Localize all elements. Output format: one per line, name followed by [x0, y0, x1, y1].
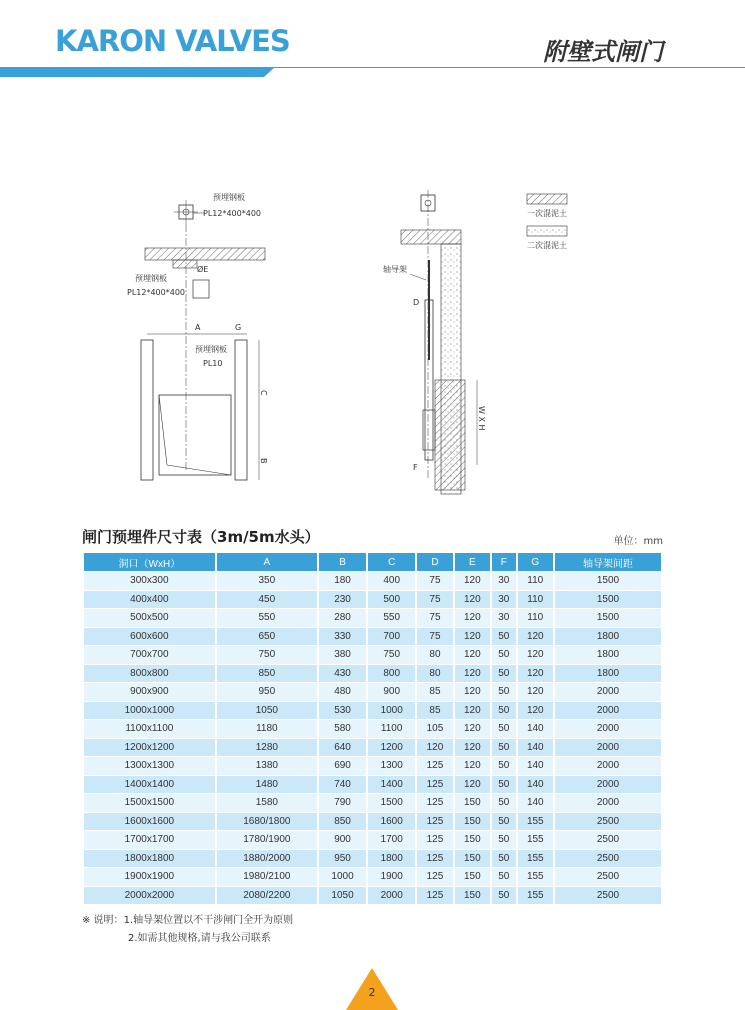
table-cell: 150: [455, 831, 490, 849]
table-cell: 140: [518, 739, 553, 757]
table-cell: 1800: [555, 646, 661, 664]
table-cell: 155: [518, 887, 553, 905]
table-cell: 155: [518, 813, 553, 831]
table-cell: 2000: [555, 683, 661, 701]
brand-logo: KARON VALVES: [55, 24, 290, 58]
label-plate-side-spec: PL10: [203, 359, 223, 368]
table-unit: 单位：mm: [613, 536, 663, 547]
table-cell: 80: [417, 646, 452, 664]
table-cell: 1000x1000: [84, 702, 215, 720]
table-cell: 120: [455, 720, 490, 738]
table-cell: 700x700: [84, 646, 215, 664]
table-cell: 150: [455, 850, 490, 868]
table-cell: 75: [417, 572, 452, 590]
table-cell: 1500: [555, 572, 661, 590]
table-row: [84, 757, 661, 775]
table-cell: 950: [319, 850, 366, 868]
gate-leaf: [159, 395, 231, 475]
col-header: C: [368, 553, 415, 571]
table-cell: 30: [492, 591, 516, 609]
table-cell: 2000: [555, 776, 661, 794]
label-plate-top-spec: PL12*400*400: [203, 209, 261, 218]
table-cell: 120: [518, 702, 553, 720]
table-row: [84, 628, 661, 646]
table-cell: 85: [417, 702, 452, 720]
table-body: [84, 572, 661, 904]
legend-second-concrete: 二次混泥土: [527, 241, 567, 250]
notes-prefix: ※ 说明：: [82, 915, 124, 926]
legend-swatch-first: [527, 194, 567, 204]
table-cell: 1800: [555, 628, 661, 646]
table-cell: 700: [368, 628, 415, 646]
table-cell: 690: [319, 757, 366, 775]
table-cell: 125: [417, 887, 452, 905]
table-cell: 1280: [217, 739, 317, 757]
table-cell: 150: [455, 794, 490, 812]
table-cell: 400: [368, 572, 415, 590]
table-cell: 2500: [555, 887, 661, 905]
table-cell: 2500: [555, 831, 661, 849]
table-cell: 1180: [217, 720, 317, 738]
table-cell: 2000x2000: [84, 887, 215, 905]
legend-swatch-second: [527, 226, 567, 236]
table-cell: 50: [492, 720, 516, 738]
table-cell: 1000: [319, 868, 366, 886]
legend-first-concrete: 一次混泥土: [527, 209, 567, 218]
table-cell: 75: [417, 609, 452, 627]
table-cell: 150: [455, 868, 490, 886]
table-cell: 50: [492, 665, 516, 683]
table-cell: 1500: [555, 609, 661, 627]
table-row: [84, 720, 661, 738]
col-header: F: [492, 553, 516, 571]
table-header: [82, 526, 663, 548]
table-cell: 790: [319, 794, 366, 812]
table-cell: 600x600: [84, 628, 215, 646]
table-row: [84, 646, 661, 664]
table-cell: 85: [417, 683, 452, 701]
table-cell: 125: [417, 776, 452, 794]
table-cell: 110: [518, 591, 553, 609]
frame-left: [141, 340, 153, 480]
table-cell: 155: [518, 850, 553, 868]
table-cell: 50: [492, 739, 516, 757]
table-cell: 500: [368, 591, 415, 609]
table-cell: 2000: [555, 757, 661, 775]
table-cell: 430: [319, 665, 366, 683]
table-cell: 1700x1700: [84, 831, 215, 849]
note-1: 1.轴导架位置以不干涉闸门全开为原则: [123, 915, 294, 926]
table-cell: 800: [368, 665, 415, 683]
col-header: 洞口（WxH）: [84, 553, 215, 571]
table-cell: 150: [455, 813, 490, 831]
table-cell: 900x900: [84, 683, 215, 701]
label-dim-d: D: [413, 298, 420, 307]
table-cell: 180: [319, 572, 366, 590]
table-cell: 350: [217, 572, 317, 590]
spec-table: [82, 552, 663, 905]
table-cell: 1000: [368, 702, 415, 720]
col-header: B: [319, 553, 366, 571]
table-cell: 1600x1600: [84, 813, 215, 831]
table-cell: 2000: [555, 794, 661, 812]
table-cell: 120: [455, 776, 490, 794]
table-cell: 50: [492, 628, 516, 646]
table-cell: 530: [319, 702, 366, 720]
table-cell: 155: [518, 831, 553, 849]
table-row: [84, 665, 661, 683]
table-cell: 480: [319, 683, 366, 701]
table-cell: 30: [492, 572, 516, 590]
table-row: [84, 831, 661, 849]
table-cell: 1480: [217, 776, 317, 794]
front-view: [127, 192, 268, 480]
table-cell: 650: [217, 628, 317, 646]
table-cell: 2000: [555, 720, 661, 738]
table-cell: 1300x1300: [84, 757, 215, 775]
table-row: [84, 887, 661, 905]
table-cell: 120: [455, 591, 490, 609]
table-cell: 125: [417, 757, 452, 775]
table-cell: 110: [518, 609, 553, 627]
table-cell: 230: [319, 591, 366, 609]
table-cell: 120: [455, 628, 490, 646]
table-row: [84, 702, 661, 720]
table-cell: 140: [518, 794, 553, 812]
table-cell: 1600: [368, 813, 415, 831]
table-cell: 2500: [555, 850, 661, 868]
table-cell: 30: [492, 609, 516, 627]
notes: [82, 912, 293, 948]
label-dim-b: B: [259, 458, 268, 464]
header-accent-bar: [0, 67, 275, 77]
table-row: [84, 850, 661, 868]
table-cell: 50: [492, 794, 516, 812]
table-cell: 280: [319, 609, 366, 627]
table-cell: 50: [492, 831, 516, 849]
table-cell: 550: [368, 609, 415, 627]
table-cell: 75: [417, 628, 452, 646]
table-cell: 2500: [555, 813, 661, 831]
table-cell: 125: [417, 794, 452, 812]
col-header: D: [417, 553, 452, 571]
table-cell: 1700: [368, 831, 415, 849]
table-cell: 900: [368, 683, 415, 701]
table-cell: 1050: [217, 702, 317, 720]
table-cell: 2500: [555, 868, 661, 886]
table-cell: 550: [217, 609, 317, 627]
frame-right: [235, 340, 247, 480]
col-header: 轴导架间距: [555, 553, 661, 571]
table-cell: 50: [492, 702, 516, 720]
label-dim-g: G: [235, 323, 242, 332]
table-cell: 155: [518, 868, 553, 886]
page-number: 2: [368, 986, 376, 999]
table-cell: 950: [217, 683, 317, 701]
table-cell: 2000: [555, 739, 661, 757]
table-cell: 125: [417, 831, 452, 849]
table-cell: 50: [492, 683, 516, 701]
table-cell: 1500: [368, 794, 415, 812]
label-plate-side: 预埋钢板: [195, 345, 227, 354]
table-row: [84, 794, 661, 812]
table-cell: 125: [417, 850, 452, 868]
technical-drawing: [95, 180, 655, 500]
table-cell: 150: [455, 887, 490, 905]
table-cell: 1400: [368, 776, 415, 794]
table-cell: 120: [455, 683, 490, 701]
table-cell: 50: [492, 776, 516, 794]
table-cell: 1400x1400: [84, 776, 215, 794]
col-header: E: [455, 553, 490, 571]
drawing-svg: [95, 180, 655, 500]
table-cell: 140: [518, 720, 553, 738]
table-cell: 140: [518, 757, 553, 775]
table-cell: 1500: [555, 591, 661, 609]
table-cell: 500x500: [84, 609, 215, 627]
table-cell: 120: [455, 646, 490, 664]
table-cell: 1980/2100: [217, 868, 317, 886]
table-cell: 120: [455, 572, 490, 590]
table-cell: 50: [492, 646, 516, 664]
page-title: 附壁式闸门: [543, 38, 663, 66]
table-cell: 50: [492, 868, 516, 886]
table-cell: 380: [319, 646, 366, 664]
table-cell: 1800: [555, 665, 661, 683]
label-dim-c: C: [259, 390, 268, 396]
table-cell: 850: [319, 813, 366, 831]
table-title: 闸门预埋件尺寸表（3m/5m水头）: [82, 528, 320, 546]
table-cell: 120: [455, 757, 490, 775]
table-cell: 640: [319, 739, 366, 757]
table-row: [84, 683, 661, 701]
table-cell: 125: [417, 813, 452, 831]
table-cell: 80: [417, 665, 452, 683]
label-dim-a: A: [195, 323, 201, 332]
table-cell: 330: [319, 628, 366, 646]
drawing-legend: [527, 194, 567, 250]
label-plate-top: 预埋钢板: [213, 193, 245, 202]
table-cell: 1680/1800: [217, 813, 317, 831]
table-cell: 580: [319, 720, 366, 738]
table-row: [84, 868, 661, 886]
table-header-row: [84, 553, 661, 571]
table-cell: 450: [217, 591, 317, 609]
table-cell: 300x300: [84, 572, 215, 590]
table-cell: 120: [455, 702, 490, 720]
section-slab: [401, 230, 461, 244]
table-cell: 2000: [555, 702, 661, 720]
table-cell: 120: [518, 683, 553, 701]
table-cell: 120: [455, 739, 490, 757]
table-cell: 50: [492, 850, 516, 868]
table-cell: 125: [417, 868, 452, 886]
table-cell: 120: [518, 628, 553, 646]
table-cell: 50: [492, 813, 516, 831]
table-cell: 1580: [217, 794, 317, 812]
label-guide: 轴导架: [383, 265, 407, 274]
table-cell: 1780/1900: [217, 831, 317, 849]
table-cell: 1800: [368, 850, 415, 868]
table-row: [84, 609, 661, 627]
table-cell: 1500x1500: [84, 794, 215, 812]
table-cell: 1200: [368, 739, 415, 757]
table-cell: 120: [417, 739, 452, 757]
table-row: [84, 813, 661, 831]
table-cell: 140: [518, 776, 553, 794]
table-cell: 2000: [368, 887, 415, 905]
table-cell: 1100x1100: [84, 720, 215, 738]
table-cell: 50: [492, 887, 516, 905]
col-header: G: [518, 553, 553, 571]
section-view: [383, 190, 486, 494]
table-cell: 1800x1800: [84, 850, 215, 868]
table-row: [84, 572, 661, 590]
table-cell: 2080/2200: [217, 887, 317, 905]
table-cell: 75: [417, 591, 452, 609]
table-cell: 1900x1900: [84, 868, 215, 886]
col-header: A: [217, 553, 317, 571]
table-cell: 1880/2000: [217, 850, 317, 868]
page-header: [0, 0, 745, 80]
table-cell: 1100: [368, 720, 415, 738]
table-cell: 50: [492, 757, 516, 775]
table-cell: 850: [217, 665, 317, 683]
table-cell: 120: [455, 665, 490, 683]
table-cell: 120: [518, 646, 553, 664]
label-dim-f: F: [413, 463, 418, 472]
table-cell: 1300: [368, 757, 415, 775]
table-cell: 110: [518, 572, 553, 590]
table-cell: 120: [455, 609, 490, 627]
anchor-plate-mid: [193, 280, 209, 298]
table-cell: 400x400: [84, 591, 215, 609]
table-cell: 740: [319, 776, 366, 794]
table-cell: 1900: [368, 868, 415, 886]
table-cell: 750: [368, 646, 415, 664]
label-plate-mid: 预埋钢板: [135, 274, 167, 283]
table-row: [84, 739, 661, 757]
label-plate-mid-spec: PL12*400*400: [127, 288, 185, 297]
table-row: [84, 591, 661, 609]
table-cell: 800x800: [84, 665, 215, 683]
table-cell: 1050: [319, 887, 366, 905]
table-row: [84, 776, 661, 794]
table-cell: 1200x1200: [84, 739, 215, 757]
table-cell: 900: [319, 831, 366, 849]
note-2: 2.如需其他规格,请与我公司联系: [128, 933, 271, 944]
page-number-marker: [346, 968, 398, 1010]
table-cell: 120: [518, 665, 553, 683]
table-cell: 105: [417, 720, 452, 738]
table-cell: 1380: [217, 757, 317, 775]
label-phi-e: ØE: [197, 265, 209, 274]
ceiling-slab: [145, 248, 265, 260]
label-dim-wxh: W X H: [477, 406, 486, 431]
table-cell: 750: [217, 646, 317, 664]
